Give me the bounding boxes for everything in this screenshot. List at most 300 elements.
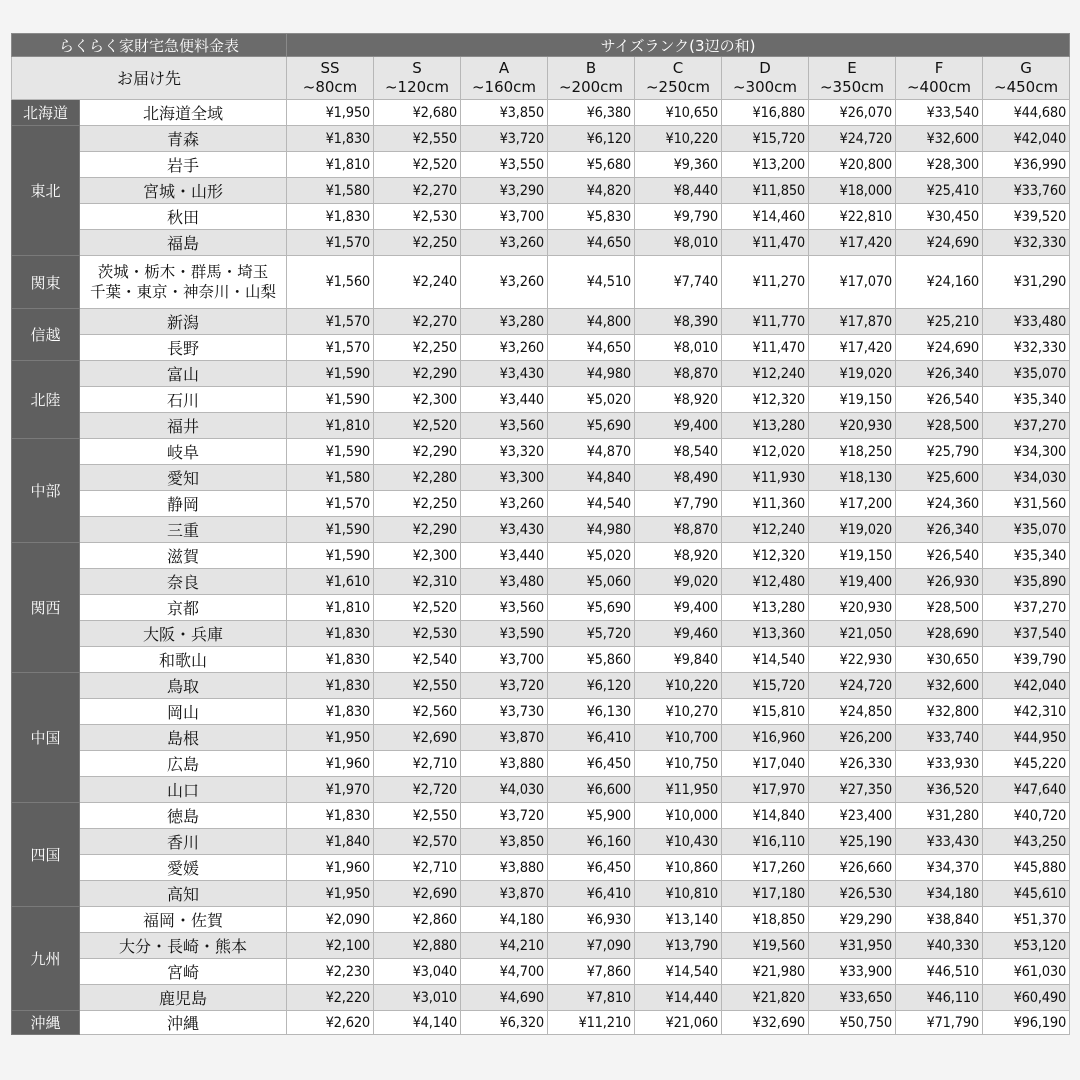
price-cell: ¥17,180	[722, 881, 809, 907]
price-cell: ¥13,280	[722, 595, 809, 621]
price-cell: ¥26,660	[809, 855, 896, 881]
price-cell: ¥4,030	[461, 777, 548, 803]
price-cell: ¥11,930	[722, 465, 809, 491]
price-cell: ¥24,690	[896, 335, 983, 361]
price-cell: ¥26,340	[896, 361, 983, 387]
price-cell: ¥19,020	[809, 517, 896, 543]
price-cell: ¥26,530	[809, 881, 896, 907]
region-label: 北陸	[12, 361, 80, 439]
price-cell: ¥46,510	[896, 959, 983, 985]
price-cell: ¥2,710	[374, 855, 461, 881]
price-cell: ¥3,880	[461, 751, 548, 777]
table-row	[12, 907, 1070, 933]
price-cell: ¥13,360	[722, 621, 809, 647]
destination-cell: 大阪・兵庫	[80, 621, 287, 647]
price-cell: ¥8,540	[635, 439, 722, 465]
destination-cell: 三重	[80, 517, 287, 543]
price-cell: ¥4,650	[548, 230, 635, 256]
price-cell: ¥24,850	[809, 699, 896, 725]
table-row	[12, 335, 1070, 361]
price-cell: ¥12,240	[722, 517, 809, 543]
price-cell: ¥12,020	[722, 439, 809, 465]
price-cell: ¥1,570	[287, 335, 374, 361]
table-row	[12, 439, 1070, 465]
table-row	[12, 959, 1070, 985]
size-range: ~160cm	[471, 78, 537, 96]
price-cell: ¥16,960	[722, 725, 809, 751]
region-label: 沖縄	[12, 1011, 80, 1035]
price-cell: ¥24,160	[896, 256, 983, 309]
price-cell: ¥8,490	[635, 465, 722, 491]
price-cell: ¥3,280	[461, 309, 548, 335]
price-cell: ¥4,510	[548, 256, 635, 309]
price-cell: ¥3,430	[461, 361, 548, 387]
price-cell: ¥1,830	[287, 204, 374, 230]
price-cell: ¥14,840	[722, 803, 809, 829]
price-cell: ¥36,520	[896, 777, 983, 803]
price-cell: ¥1,590	[287, 387, 374, 413]
size-range: ~80cm	[302, 78, 358, 96]
price-cell: ¥32,600	[896, 673, 983, 699]
region-label: 関西	[12, 543, 80, 673]
table-row	[12, 621, 1070, 647]
price-cell: ¥4,820	[548, 178, 635, 204]
price-cell: ¥16,110	[722, 829, 809, 855]
price-cell: ¥33,540	[896, 100, 983, 126]
price-cell: ¥2,230	[287, 959, 374, 985]
size-header-row	[12, 57, 1070, 100]
price-cell: ¥61,030	[983, 959, 1070, 985]
table-row	[12, 413, 1070, 439]
price-cell: ¥12,480	[722, 569, 809, 595]
price-cell: ¥1,580	[287, 178, 374, 204]
price-cell: ¥5,720	[548, 621, 635, 647]
price-cell: ¥1,570	[287, 491, 374, 517]
price-cell: ¥1,950	[287, 881, 374, 907]
table-row	[12, 699, 1070, 725]
price-cell: ¥29,290	[809, 907, 896, 933]
price-cell: ¥8,920	[635, 387, 722, 413]
destination-cell: 京都	[80, 595, 287, 621]
price-cell: ¥21,060	[635, 1011, 722, 1035]
price-cell: ¥6,600	[548, 777, 635, 803]
price-cell: ¥25,410	[896, 178, 983, 204]
price-cell: ¥2,220	[287, 985, 374, 1011]
price-cell: ¥32,690	[722, 1011, 809, 1035]
price-cell: ¥4,980	[548, 517, 635, 543]
size-column-header	[896, 57, 983, 100]
table-row	[12, 361, 1070, 387]
price-cell: ¥26,330	[809, 751, 896, 777]
price-cell: ¥3,300	[461, 465, 548, 491]
price-cell: ¥23,400	[809, 803, 896, 829]
size-column-header	[461, 57, 548, 100]
price-cell: ¥26,540	[896, 387, 983, 413]
price-cell: ¥19,020	[809, 361, 896, 387]
price-cell: ¥1,810	[287, 595, 374, 621]
price-cell: ¥3,260	[461, 335, 548, 361]
price-cell: ¥1,840	[287, 829, 374, 855]
price-cell: ¥6,410	[548, 725, 635, 751]
price-cell: ¥21,050	[809, 621, 896, 647]
price-cell: ¥45,220	[983, 751, 1070, 777]
size-column-header	[635, 57, 722, 100]
price-cell: ¥10,860	[635, 855, 722, 881]
price-cell: ¥33,430	[896, 829, 983, 855]
price-cell: ¥44,950	[983, 725, 1070, 751]
price-cell: ¥37,270	[983, 595, 1070, 621]
price-cell: ¥16,880	[722, 100, 809, 126]
price-cell: ¥7,810	[548, 985, 635, 1011]
size-code: E	[847, 59, 857, 77]
destination-cell: 島根	[80, 725, 287, 751]
size-code: SS	[320, 59, 340, 77]
size-range: ~250cm	[645, 78, 711, 96]
price-cell: ¥7,090	[548, 933, 635, 959]
price-cell: ¥4,870	[548, 439, 635, 465]
price-cell: ¥2,550	[374, 673, 461, 699]
price-cell: ¥17,420	[809, 230, 896, 256]
price-cell: ¥1,830	[287, 673, 374, 699]
price-cell: ¥1,950	[287, 100, 374, 126]
price-cell: ¥9,400	[635, 413, 722, 439]
table-row	[12, 569, 1070, 595]
price-cell: ¥3,260	[461, 256, 548, 309]
price-cell: ¥17,070	[809, 256, 896, 309]
size-code: A	[498, 59, 510, 77]
price-cell: ¥45,880	[983, 855, 1070, 881]
price-cell: ¥32,330	[983, 230, 1070, 256]
price-cell: ¥37,270	[983, 413, 1070, 439]
price-cell: ¥1,570	[287, 230, 374, 256]
price-cell: ¥4,700	[461, 959, 548, 985]
price-cell: ¥14,540	[722, 647, 809, 673]
destination-cell: 香川	[80, 829, 287, 855]
price-cell: ¥26,070	[809, 100, 896, 126]
price-cell: ¥3,880	[461, 855, 548, 881]
price-cell: ¥3,720	[461, 673, 548, 699]
region-label: 北海道	[12, 100, 80, 126]
size-code: S	[412, 59, 422, 77]
price-cell: ¥2,290	[374, 517, 461, 543]
price-cell: ¥34,180	[896, 881, 983, 907]
price-cell: ¥2,560	[374, 699, 461, 725]
destination-cell	[80, 256, 287, 309]
price-cell: ¥10,000	[635, 803, 722, 829]
price-cell: ¥22,930	[809, 647, 896, 673]
price-cell: ¥1,570	[287, 309, 374, 335]
price-table	[11, 33, 1070, 1035]
price-cell: ¥4,650	[548, 335, 635, 361]
table-row	[12, 178, 1070, 204]
price-cell: ¥34,370	[896, 855, 983, 881]
table-row	[12, 309, 1070, 335]
price-cell: ¥17,040	[722, 751, 809, 777]
table-row	[12, 152, 1070, 178]
destination-cell: 愛媛	[80, 855, 287, 881]
price-cell: ¥2,680	[374, 100, 461, 126]
size-column-header	[983, 57, 1070, 100]
price-cell: ¥10,700	[635, 725, 722, 751]
destination-cell: 鳥取	[80, 673, 287, 699]
price-cell: ¥1,590	[287, 361, 374, 387]
price-cell: ¥6,120	[548, 673, 635, 699]
price-cell: ¥5,690	[548, 413, 635, 439]
destination-cell: 滋賀	[80, 543, 287, 569]
destination-line: 茨城・栃木・群馬・埼玉	[97, 263, 269, 281]
size-code: G	[1020, 59, 1032, 77]
price-cell: ¥15,810	[722, 699, 809, 725]
price-cell: ¥33,760	[983, 178, 1070, 204]
price-cell: ¥39,790	[983, 647, 1070, 673]
price-cell: ¥3,870	[461, 881, 548, 907]
price-cell: ¥22,810	[809, 204, 896, 230]
price-cell: ¥2,250	[374, 230, 461, 256]
price-cell: ¥9,020	[635, 569, 722, 595]
price-table-body	[12, 100, 1070, 1035]
price-cell: ¥3,260	[461, 230, 548, 256]
price-cell: ¥17,420	[809, 335, 896, 361]
price-cell: ¥1,950	[287, 725, 374, 751]
price-cell: ¥35,340	[983, 387, 1070, 413]
table-row	[12, 777, 1070, 803]
price-cell: ¥3,850	[461, 829, 548, 855]
region-label: 中部	[12, 439, 80, 543]
price-cell: ¥2,290	[374, 439, 461, 465]
price-cell: ¥2,300	[374, 387, 461, 413]
table-row	[12, 829, 1070, 855]
destination-cell: 石川	[80, 387, 287, 413]
price-cell: ¥1,970	[287, 777, 374, 803]
price-cell: ¥5,020	[548, 543, 635, 569]
table-row	[12, 517, 1070, 543]
table-row	[12, 595, 1070, 621]
price-cell: ¥6,930	[548, 907, 635, 933]
price-cell: ¥5,020	[548, 387, 635, 413]
price-cell: ¥10,810	[635, 881, 722, 907]
table-row	[12, 725, 1070, 751]
price-cell: ¥2,300	[374, 543, 461, 569]
price-cell: ¥33,740	[896, 725, 983, 751]
price-cell: ¥13,280	[722, 413, 809, 439]
price-cell: ¥3,590	[461, 621, 548, 647]
price-cell: ¥51,370	[983, 907, 1070, 933]
price-cell: ¥20,930	[809, 413, 896, 439]
price-cell: ¥8,010	[635, 230, 722, 256]
price-cell: ¥20,930	[809, 595, 896, 621]
price-cell: ¥31,280	[896, 803, 983, 829]
price-cell: ¥3,730	[461, 699, 548, 725]
price-cell: ¥2,270	[374, 309, 461, 335]
price-cell: ¥11,850	[722, 178, 809, 204]
price-cell: ¥24,360	[896, 491, 983, 517]
destination-cell: 福井	[80, 413, 287, 439]
price-cell: ¥96,190	[983, 1011, 1070, 1035]
price-cell: ¥44,680	[983, 100, 1070, 126]
destination-cell: 岩手	[80, 152, 287, 178]
price-cell: ¥32,330	[983, 335, 1070, 361]
price-cell: ¥1,580	[287, 465, 374, 491]
size-range: ~200cm	[558, 78, 624, 96]
price-cell: ¥3,430	[461, 517, 548, 543]
table-row	[12, 647, 1070, 673]
price-cell: ¥25,190	[809, 829, 896, 855]
price-cell: ¥2,090	[287, 907, 374, 933]
price-cell: ¥2,290	[374, 361, 461, 387]
price-cell: ¥21,980	[722, 959, 809, 985]
price-cell: ¥3,320	[461, 439, 548, 465]
table-row	[12, 230, 1070, 256]
destination-header: お届け先	[12, 57, 287, 100]
price-cell: ¥45,610	[983, 881, 1070, 907]
size-range: ~450cm	[994, 78, 1059, 96]
price-cell: ¥34,300	[983, 439, 1070, 465]
price-cell: ¥1,830	[287, 803, 374, 829]
table-row	[12, 543, 1070, 569]
destination-cell: 岡山	[80, 699, 287, 725]
price-table-container	[11, 33, 1069, 1035]
table-row	[12, 256, 1070, 309]
table-row	[12, 465, 1070, 491]
price-cell: ¥11,210	[548, 1011, 635, 1035]
destination-cell: 愛知	[80, 465, 287, 491]
price-cell: ¥3,440	[461, 387, 548, 413]
price-cell: ¥42,310	[983, 699, 1070, 725]
price-cell: ¥8,390	[635, 309, 722, 335]
price-cell: ¥30,450	[896, 204, 983, 230]
price-cell: ¥19,150	[809, 543, 896, 569]
price-cell: ¥12,240	[722, 361, 809, 387]
price-cell: ¥11,270	[722, 256, 809, 309]
price-cell: ¥30,650	[896, 647, 983, 673]
price-cell: ¥32,800	[896, 699, 983, 725]
price-cell: ¥2,520	[374, 595, 461, 621]
price-cell: ¥7,740	[635, 256, 722, 309]
table-row	[12, 933, 1070, 959]
price-cell: ¥25,600	[896, 465, 983, 491]
size-code: C	[672, 59, 684, 77]
region-label: 関東	[12, 256, 80, 309]
table-row	[12, 881, 1070, 907]
price-cell: ¥3,720	[461, 803, 548, 829]
price-cell: ¥2,540	[374, 647, 461, 673]
size-column-header	[722, 57, 809, 100]
size-rank-title: サイズランク(3辺の和)	[287, 34, 1070, 57]
table-row	[12, 1011, 1070, 1035]
price-cell: ¥37,540	[983, 621, 1070, 647]
price-cell: ¥4,840	[548, 465, 635, 491]
price-cell: ¥3,560	[461, 413, 548, 439]
price-cell: ¥5,690	[548, 595, 635, 621]
destination-cell: 岐阜	[80, 439, 287, 465]
price-cell: ¥2,310	[374, 569, 461, 595]
price-cell: ¥33,650	[809, 985, 896, 1011]
table-row	[12, 491, 1070, 517]
price-cell: ¥8,870	[635, 517, 722, 543]
price-cell: ¥33,900	[809, 959, 896, 985]
price-cell: ¥5,060	[548, 569, 635, 595]
price-cell: ¥24,720	[809, 126, 896, 152]
price-cell: ¥28,300	[896, 152, 983, 178]
price-cell: ¥50,750	[809, 1011, 896, 1035]
price-cell: ¥3,700	[461, 647, 548, 673]
price-cell: ¥6,160	[548, 829, 635, 855]
price-cell: ¥6,450	[548, 751, 635, 777]
size-code: D	[759, 59, 771, 77]
price-cell: ¥40,720	[983, 803, 1070, 829]
price-cell: ¥5,830	[548, 204, 635, 230]
table-row	[12, 985, 1070, 1011]
price-cell: ¥2,550	[374, 126, 461, 152]
size-column-header	[809, 57, 896, 100]
price-cell: ¥10,750	[635, 751, 722, 777]
price-cell: ¥1,830	[287, 621, 374, 647]
price-cell: ¥33,480	[983, 309, 1070, 335]
destination-cell: 静岡	[80, 491, 287, 517]
price-cell: ¥1,590	[287, 439, 374, 465]
destination-cell: 山口	[80, 777, 287, 803]
price-cell: ¥4,690	[461, 985, 548, 1011]
price-cell: ¥3,040	[374, 959, 461, 985]
price-cell: ¥2,530	[374, 204, 461, 230]
table-row	[12, 100, 1070, 126]
price-cell: ¥19,150	[809, 387, 896, 413]
price-cell: ¥33,930	[896, 751, 983, 777]
destination-cell: 宮崎	[80, 959, 287, 985]
price-cell: ¥17,870	[809, 309, 896, 335]
price-cell: ¥19,560	[722, 933, 809, 959]
price-cell: ¥4,210	[461, 933, 548, 959]
destination-line: 千葉・東京・神奈川・山梨	[90, 283, 277, 301]
price-cell: ¥17,260	[722, 855, 809, 881]
price-cell: ¥40,330	[896, 933, 983, 959]
price-cell: ¥26,340	[896, 517, 983, 543]
price-cell: ¥10,650	[635, 100, 722, 126]
price-cell: ¥18,000	[809, 178, 896, 204]
price-cell: ¥15,720	[722, 126, 809, 152]
destination-cell: 広島	[80, 751, 287, 777]
price-cell: ¥2,880	[374, 933, 461, 959]
price-cell: ¥12,320	[722, 387, 809, 413]
size-column-header	[287, 57, 374, 100]
price-cell: ¥2,240	[374, 256, 461, 309]
price-cell: ¥11,470	[722, 230, 809, 256]
price-cell: ¥9,790	[635, 204, 722, 230]
price-cell: ¥35,890	[983, 569, 1070, 595]
size-range: ~400cm	[906, 78, 972, 96]
price-cell: ¥26,930	[896, 569, 983, 595]
price-cell: ¥39,520	[983, 204, 1070, 230]
price-cell: ¥9,840	[635, 647, 722, 673]
destination-cell: 奈良	[80, 569, 287, 595]
price-cell: ¥2,280	[374, 465, 461, 491]
price-cell: ¥2,690	[374, 881, 461, 907]
price-cell: ¥32,600	[896, 126, 983, 152]
price-cell: ¥35,070	[983, 361, 1070, 387]
price-cell: ¥18,250	[809, 439, 896, 465]
price-cell: ¥17,970	[722, 777, 809, 803]
price-cell: ¥2,690	[374, 725, 461, 751]
price-cell: ¥6,130	[548, 699, 635, 725]
table-row	[12, 855, 1070, 881]
price-cell: ¥28,690	[896, 621, 983, 647]
price-cell: ¥1,590	[287, 543, 374, 569]
price-cell: ¥25,790	[896, 439, 983, 465]
destination-cell: 福島	[80, 230, 287, 256]
price-cell: ¥1,830	[287, 699, 374, 725]
price-cell: ¥17,200	[809, 491, 896, 517]
destination-cell: 青森	[80, 126, 287, 152]
